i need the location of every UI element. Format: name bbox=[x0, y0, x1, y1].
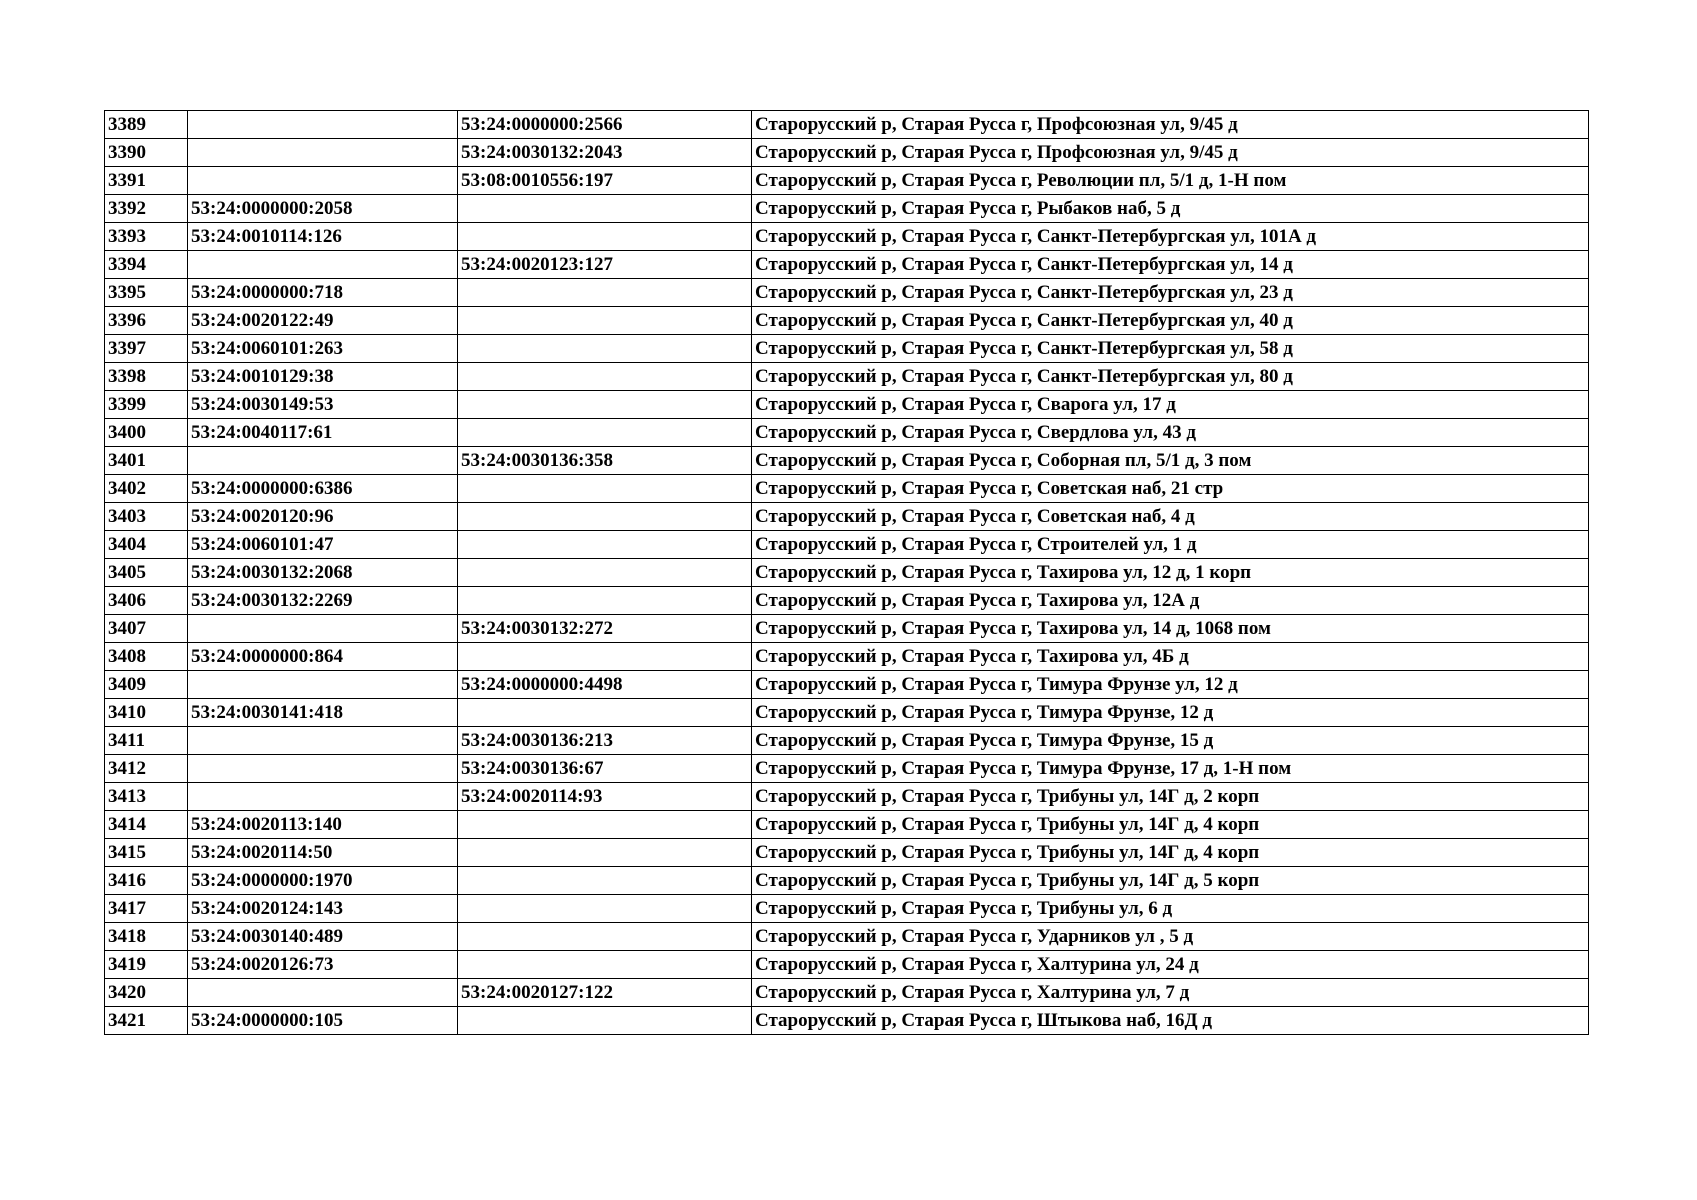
cadastral-number-b-cell bbox=[458, 475, 752, 503]
cadastral-number-a-cell: 53:24:0020113:140 bbox=[188, 811, 458, 839]
address-cell: Старорусский р, Старая Русса г, Тимура Фрунзе, 12 д bbox=[752, 699, 1589, 727]
cadastral-number-a-cell: 53:24:0060101:263 bbox=[188, 335, 458, 363]
table-row bbox=[105, 1007, 1589, 1035]
table-row bbox=[105, 475, 1589, 503]
cadastral-number-a-cell bbox=[188, 615, 458, 643]
cadastral-number-a-cell bbox=[188, 727, 458, 755]
cadastral-number-b-cell bbox=[458, 951, 752, 979]
table-row bbox=[105, 139, 1589, 167]
cadastral-number-b-cell bbox=[458, 1007, 752, 1035]
table-row bbox=[105, 727, 1589, 755]
cadastral-number-a-cell: 53:24:0000000:105 bbox=[188, 1007, 458, 1035]
cadastral-number-a-cell: 53:24:0030132:2068 bbox=[188, 559, 458, 587]
row-number-cell: 3390 bbox=[105, 139, 188, 167]
cadastral-number-a-cell bbox=[188, 251, 458, 279]
table-row bbox=[105, 167, 1589, 195]
cadastral-number-a-cell bbox=[188, 755, 458, 783]
row-number-cell: 3396 bbox=[105, 307, 188, 335]
cadastral-number-a-cell: 53:24:0030132:2269 bbox=[188, 587, 458, 615]
row-number-cell: 3403 bbox=[105, 503, 188, 531]
table-row bbox=[105, 699, 1589, 727]
cadastral-number-b-cell bbox=[458, 391, 752, 419]
cadastral-number-a-cell: 53:24:0030149:53 bbox=[188, 391, 458, 419]
cadastral-number-a-cell: 53:24:0000000:1970 bbox=[188, 867, 458, 895]
address-cell: Старорусский р, Старая Русса г, Тимура Фрунзе, 17 д, 1-Н пом bbox=[752, 755, 1589, 783]
address-cell: Старорусский р, Старая Русса г, Советская наб, 4 д bbox=[752, 503, 1589, 531]
table-row bbox=[105, 783, 1589, 811]
cadastral-number-a-cell: 53:24:0000000:2058 bbox=[188, 195, 458, 223]
cadastral-number-b-cell bbox=[458, 335, 752, 363]
cadastral-number-b-cell: 53:24:0000000:4498 bbox=[458, 671, 752, 699]
cadastral-number-a-cell bbox=[188, 139, 458, 167]
table-row bbox=[105, 755, 1589, 783]
cadastral-number-b-cell: 53:24:0020123:127 bbox=[458, 251, 752, 279]
address-cell: Старорусский р, Старая Русса г, Штыкова наб, 16Д д bbox=[752, 1007, 1589, 1035]
row-number-cell: 3395 bbox=[105, 279, 188, 307]
table-row bbox=[105, 671, 1589, 699]
cadastral-number-b-cell: 53:24:0020114:93 bbox=[458, 783, 752, 811]
address-cell: Старорусский р, Старая Русса г, Строителей ул, 1 д bbox=[752, 531, 1589, 559]
address-cell: Старорусский р, Старая Русса г, Тахирова ул, 12А д bbox=[752, 587, 1589, 615]
cadastral-number-b-cell bbox=[458, 223, 752, 251]
table-row bbox=[105, 559, 1589, 587]
table-row bbox=[105, 363, 1589, 391]
table-row bbox=[105, 811, 1589, 839]
table-row bbox=[105, 503, 1589, 531]
cadastral-number-b-cell bbox=[458, 587, 752, 615]
cadastral-number-a-cell bbox=[188, 671, 458, 699]
row-number-cell: 3391 bbox=[105, 167, 188, 195]
property-registry-table bbox=[104, 110, 1589, 1035]
row-number-cell: 3414 bbox=[105, 811, 188, 839]
cadastral-number-a-cell: 53:24:0020124:143 bbox=[188, 895, 458, 923]
cadastral-number-b-cell: 53:08:0010556:197 bbox=[458, 167, 752, 195]
cadastral-number-a-cell: 53:24:0030140:489 bbox=[188, 923, 458, 951]
cadastral-number-a-cell: 53:24:0060101:47 bbox=[188, 531, 458, 559]
row-number-cell: 3416 bbox=[105, 867, 188, 895]
cadastral-number-b-cell bbox=[458, 419, 752, 447]
row-number-cell: 3410 bbox=[105, 699, 188, 727]
table-row bbox=[105, 951, 1589, 979]
cadastral-number-a-cell bbox=[188, 111, 458, 139]
address-cell: Старорусский р, Старая Русса г, Профсоюзная ул, 9/45 д bbox=[752, 139, 1589, 167]
address-cell: Старорусский р, Старая Русса г, Ударников ул , 5 д bbox=[752, 923, 1589, 951]
row-number-cell: 3399 bbox=[105, 391, 188, 419]
table-row bbox=[105, 391, 1589, 419]
address-cell: Старорусский р, Старая Русса г, Тимура Фрунзе ул, 12 д bbox=[752, 671, 1589, 699]
row-number-cell: 3394 bbox=[105, 251, 188, 279]
table-row bbox=[105, 895, 1589, 923]
cadastral-number-b-cell bbox=[458, 363, 752, 391]
cadastral-number-a-cell: 53:24:0010114:126 bbox=[188, 223, 458, 251]
address-cell: Старорусский р, Старая Русса г, Тимура Фрунзе, 15 д bbox=[752, 727, 1589, 755]
cadastral-number-b-cell bbox=[458, 195, 752, 223]
row-number-cell: 3406 bbox=[105, 587, 188, 615]
row-number-cell: 3404 bbox=[105, 531, 188, 559]
address-cell: Старорусский р, Старая Русса г, Трибуны ул, 6 д bbox=[752, 895, 1589, 923]
row-number-cell: 3407 bbox=[105, 615, 188, 643]
address-cell: Старорусский р, Старая Русса г, Рыбаков наб, 5 д bbox=[752, 195, 1589, 223]
cadastral-number-a-cell bbox=[188, 979, 458, 1007]
cadastral-number-b-cell: 53:24:0030136:213 bbox=[458, 727, 752, 755]
address-cell: Старорусский р, Старая Русса г, Санкт-Петербургская ул, 14 д bbox=[752, 251, 1589, 279]
row-number-cell: 3400 bbox=[105, 419, 188, 447]
table-row bbox=[105, 419, 1589, 447]
address-cell: Старорусский р, Старая Русса г, Трибуны ул, 14Г д, 2 корп bbox=[752, 783, 1589, 811]
row-number-cell: 3412 bbox=[105, 755, 188, 783]
cadastral-number-b-cell bbox=[458, 923, 752, 951]
cadastral-number-b-cell: 53:24:0030132:272 bbox=[458, 615, 752, 643]
row-number-cell: 3421 bbox=[105, 1007, 188, 1035]
cadastral-number-a-cell: 53:24:0020120:96 bbox=[188, 503, 458, 531]
table-row bbox=[105, 251, 1589, 279]
address-cell: Старорусский р, Старая Русса г, Трибуны ул, 14Г д, 5 корп bbox=[752, 867, 1589, 895]
cadastral-number-b-cell bbox=[458, 279, 752, 307]
table-row bbox=[105, 643, 1589, 671]
table-body bbox=[105, 111, 1589, 1035]
cadastral-number-b-cell bbox=[458, 699, 752, 727]
address-cell: Старорусский р, Старая Русса г, Свердлова ул, 43 д bbox=[752, 419, 1589, 447]
cadastral-number-b-cell bbox=[458, 503, 752, 531]
table-row bbox=[105, 195, 1589, 223]
cadastral-number-b-cell bbox=[458, 867, 752, 895]
cadastral-number-b-cell bbox=[458, 811, 752, 839]
row-number-cell: 3411 bbox=[105, 727, 188, 755]
cadastral-number-b-cell: 53:24:0030132:2043 bbox=[458, 139, 752, 167]
table-row bbox=[105, 587, 1589, 615]
address-cell: Старорусский р, Старая Русса г, Санкт-Петербургская ул, 23 д bbox=[752, 279, 1589, 307]
cadastral-number-b-cell: 53:24:0020127:122 bbox=[458, 979, 752, 1007]
table-row bbox=[105, 447, 1589, 475]
cadastral-number-a-cell: 53:24:0000000:6386 bbox=[188, 475, 458, 503]
table-row bbox=[105, 615, 1589, 643]
document-page bbox=[104, 110, 1588, 1035]
row-number-cell: 3398 bbox=[105, 363, 188, 391]
table-row bbox=[105, 223, 1589, 251]
cadastral-number-a-cell: 53:24:0010129:38 bbox=[188, 363, 458, 391]
cadastral-number-b-cell bbox=[458, 839, 752, 867]
cadastral-number-b-cell bbox=[458, 531, 752, 559]
row-number-cell: 3420 bbox=[105, 979, 188, 1007]
cadastral-number-a-cell bbox=[188, 783, 458, 811]
address-cell: Старорусский р, Старая Русса г, Трибуны ул, 14Г д, 4 корп bbox=[752, 811, 1589, 839]
row-number-cell: 3389 bbox=[105, 111, 188, 139]
address-cell: Старорусский р, Старая Русса г, Санкт-Петербургская ул, 40 д bbox=[752, 307, 1589, 335]
row-number-cell: 3417 bbox=[105, 895, 188, 923]
address-cell: Старорусский р, Старая Русса г, Тахирова ул, 14 д, 1068 пом bbox=[752, 615, 1589, 643]
address-cell: Старорусский р, Старая Русса г, Тахирова ул, 4Б д bbox=[752, 643, 1589, 671]
cadastral-number-b-cell bbox=[458, 895, 752, 923]
table-row bbox=[105, 923, 1589, 951]
cadastral-number-a-cell bbox=[188, 447, 458, 475]
row-number-cell: 3408 bbox=[105, 643, 188, 671]
table-row bbox=[105, 335, 1589, 363]
address-cell: Старорусский р, Старая Русса г, Санкт-Петербургская ул, 58 д bbox=[752, 335, 1589, 363]
row-number-cell: 3409 bbox=[105, 671, 188, 699]
row-number-cell: 3405 bbox=[105, 559, 188, 587]
address-cell: Старорусский р, Старая Русса г, Сварога ул, 17 д bbox=[752, 391, 1589, 419]
cadastral-number-b-cell bbox=[458, 559, 752, 587]
row-number-cell: 3415 bbox=[105, 839, 188, 867]
address-cell: Старорусский р, Старая Русса г, Тахирова ул, 12 д, 1 корп bbox=[752, 559, 1589, 587]
row-number-cell: 3401 bbox=[105, 447, 188, 475]
table-row bbox=[105, 531, 1589, 559]
cadastral-number-a-cell: 53:24:0020126:73 bbox=[188, 951, 458, 979]
row-number-cell: 3419 bbox=[105, 951, 188, 979]
row-number-cell: 3393 bbox=[105, 223, 188, 251]
table-row bbox=[105, 867, 1589, 895]
cadastral-number-a-cell: 53:24:0020122:49 bbox=[188, 307, 458, 335]
row-number-cell: 3402 bbox=[105, 475, 188, 503]
cadastral-number-b-cell: 53:24:0030136:358 bbox=[458, 447, 752, 475]
cadastral-number-b-cell: 53:24:0000000:2566 bbox=[458, 111, 752, 139]
row-number-cell: 3397 bbox=[105, 335, 188, 363]
cadastral-number-a-cell: 53:24:0020114:50 bbox=[188, 839, 458, 867]
table-row bbox=[105, 111, 1589, 139]
address-cell: Старорусский р, Старая Русса г, Халтурина ул, 7 д bbox=[752, 979, 1589, 1007]
row-number-cell: 3418 bbox=[105, 923, 188, 951]
table-row bbox=[105, 279, 1589, 307]
cadastral-number-a-cell: 53:24:0030141:418 bbox=[188, 699, 458, 727]
table-row bbox=[105, 979, 1589, 1007]
cadastral-number-a-cell bbox=[188, 167, 458, 195]
table-row bbox=[105, 307, 1589, 335]
address-cell: Старорусский р, Старая Русса г, Соборная пл, 5/1 д, 3 пом bbox=[752, 447, 1589, 475]
address-cell: Старорусский р, Старая Русса г, Трибуны ул, 14Г д, 4 корп bbox=[752, 839, 1589, 867]
address-cell: Старорусский р, Старая Русса г, Санкт-Петербургская ул, 80 д bbox=[752, 363, 1589, 391]
cadastral-number-a-cell: 53:24:0000000:718 bbox=[188, 279, 458, 307]
table-row bbox=[105, 839, 1589, 867]
cadastral-number-b-cell: 53:24:0030136:67 bbox=[458, 755, 752, 783]
cadastral-number-b-cell bbox=[458, 307, 752, 335]
address-cell: Старорусский р, Старая Русса г, Профсоюзная ул, 9/45 д bbox=[752, 111, 1589, 139]
cadastral-number-a-cell: 53:24:0000000:864 bbox=[188, 643, 458, 671]
address-cell: Старорусский р, Старая Русса г, Революции пл, 5/1 д, 1-Н пом bbox=[752, 167, 1589, 195]
cadastral-number-b-cell bbox=[458, 643, 752, 671]
address-cell: Старорусский р, Старая Русса г, Советская наб, 21 стр bbox=[752, 475, 1589, 503]
address-cell: Старорусский р, Старая Русса г, Санкт-Петербургская ул, 101А д bbox=[752, 223, 1589, 251]
cadastral-number-a-cell: 53:24:0040117:61 bbox=[188, 419, 458, 447]
row-number-cell: 3392 bbox=[105, 195, 188, 223]
address-cell: Старорусский р, Старая Русса г, Халтурина ул, 24 д bbox=[752, 951, 1589, 979]
row-number-cell: 3413 bbox=[105, 783, 188, 811]
